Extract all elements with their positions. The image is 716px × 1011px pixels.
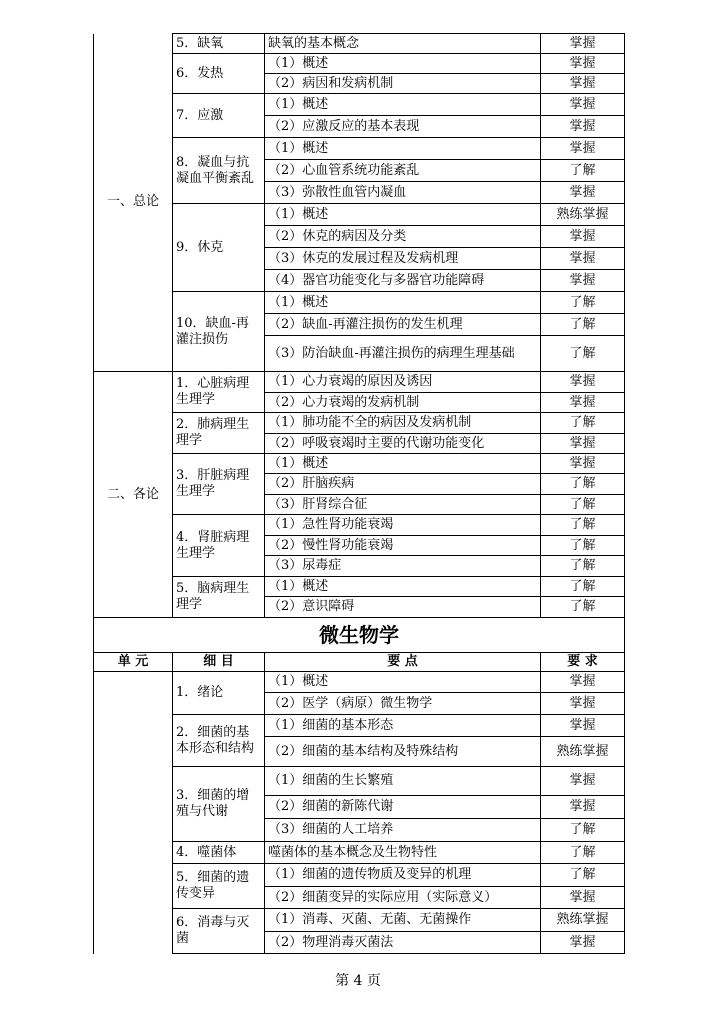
requirement-cell: 掌握 [541, 94, 625, 116]
table-row [94, 292, 625, 314]
requirement-cell: 掌握 [541, 767, 625, 796]
requirement-cell: 了解 [541, 577, 625, 597]
point-cell: （2）应激反应的基本表现 [265, 116, 541, 138]
item-cell: 3．肝脏病理生理学 [173, 454, 265, 515]
item-cell: 1．绪论 [173, 672, 265, 715]
requirement-cell: 掌握 [541, 672, 625, 693]
point-cell: （1）心力衰竭的原因及诱因 [265, 372, 541, 393]
requirement-cell: 掌握 [541, 887, 625, 909]
table-row [94, 413, 625, 434]
point-cell: （1）细菌的遗传物质及变异的机理 [265, 864, 541, 887]
requirement-cell: 掌握 [541, 454, 625, 474]
point-cell: （1）概述 [265, 94, 541, 116]
table-row [94, 672, 625, 693]
requirement-cell: 掌握 [541, 226, 625, 248]
requirement-cell: 熟练掌握 [541, 909, 625, 932]
point-cell: （1）细菌的生长繁殖 [265, 767, 541, 796]
table-row [94, 372, 625, 393]
item-cell: 5．细菌的遗传变异 [173, 864, 265, 909]
requirement-cell: 了解 [541, 864, 625, 887]
requirement-cell: 掌握 [541, 54, 625, 74]
point-cell: （3）防治缺血-再灌注损伤的病理生理基础 [265, 336, 541, 372]
item-cell: 4．噬菌体 [173, 842, 265, 864]
requirement-cell: 掌握 [541, 715, 625, 737]
item-cell: 8．凝血与抗凝血平衡紊乱 [173, 138, 265, 204]
point-cell: （2）细菌的基本结构及特殊结构 [265, 737, 541, 767]
unit-cell: 一、总论 [94, 34, 173, 372]
point-cell: （1）消毒、灭菌、无菌、无菌操作 [265, 909, 541, 932]
requirement-cell: 了解 [541, 474, 625, 495]
unit-cell: 二、各论 [94, 372, 173, 618]
point-cell: （2）休克的病因及分类 [265, 226, 541, 248]
page-number: 第 4 页 [335, 973, 381, 989]
point-cell: （2）缺血-再灌注损伤的发生机理 [265, 314, 541, 336]
requirement-cell: 了解 [541, 842, 625, 864]
table-row [94, 94, 625, 116]
point-cell: （2）慢性肾功能衰竭 [265, 536, 541, 556]
point-cell: （1）细菌的基本形态 [265, 715, 541, 737]
point-cell: （3）尿毒症 [265, 556, 541, 577]
header-item: 细 目 [173, 653, 265, 672]
point-cell: 缺氧的基本概念 [265, 34, 541, 54]
item-cell: 3．细菌的增殖与代谢 [173, 767, 265, 842]
section-title-row [94, 618, 625, 653]
table-row [94, 204, 625, 226]
point-cell: （4）器官功能变化与多器官功能障碍 [265, 270, 541, 292]
point-cell: （1）急性肾功能衰竭 [265, 515, 541, 536]
item-cell: 5．脑病理生理学 [173, 577, 265, 618]
point-cell: （2）病因和发病机制 [265, 74, 541, 94]
requirement-cell: 了解 [541, 413, 625, 434]
item-cell: 10．缺血-再灌注损伤 [173, 292, 265, 372]
table-row [94, 767, 625, 796]
item-cell: 7．应激 [173, 94, 265, 138]
table-row [94, 577, 625, 597]
requirement-cell: 掌握 [541, 932, 625, 954]
item-cell: 9．休克 [173, 204, 265, 292]
syllabus-sheet [93, 33, 624, 954]
requirement-cell: 了解 [541, 336, 625, 372]
point-cell: （2）细菌的新陈代谢 [265, 796, 541, 819]
point-cell: 噬菌体的基本概念及生物特性 [265, 842, 541, 864]
table-row [94, 715, 625, 737]
point-cell: （3）休克的发展过程及发病机理 [265, 248, 541, 270]
point-cell: （2）心力衰竭的发病机制 [265, 393, 541, 413]
item-cell: 6．发热 [173, 54, 265, 94]
requirement-cell: 了解 [541, 314, 625, 336]
point-cell: （3）细菌的人工培养 [265, 819, 541, 842]
point-cell: （2）呼吸衰竭时主要的代谢功能变化 [265, 434, 541, 454]
requirement-cell: 掌握 [541, 138, 625, 160]
requirement-cell: 掌握 [541, 116, 625, 138]
header-row [94, 653, 625, 672]
point-cell: （3）弥散性血管内凝血 [265, 182, 541, 204]
requirement-cell: 掌握 [541, 34, 625, 54]
syllabus-table [93, 33, 625, 954]
unit-cell [94, 672, 173, 954]
table-row [94, 454, 625, 474]
point-cell: （1）概述 [265, 577, 541, 597]
requirement-cell: 了解 [541, 536, 625, 556]
requirement-cell: 掌握 [541, 182, 625, 204]
requirement-cell: 掌握 [541, 434, 625, 454]
point-cell: （1）概述 [265, 292, 541, 314]
requirement-cell: 了解 [541, 819, 625, 842]
point-cell: （1）概述 [265, 204, 541, 226]
requirement-cell: 了解 [541, 292, 625, 314]
item-cell: 1．心脏病理生理学 [173, 372, 265, 413]
point-cell: （3）肝肾综合征 [265, 495, 541, 515]
requirement-cell: 了解 [541, 556, 625, 577]
requirement-cell: 了解 [541, 515, 625, 536]
point-cell: （2）物理消毒灭菌法 [265, 932, 541, 954]
point-cell: （2）医学（病原）微生物学 [265, 693, 541, 715]
item-cell: 6．消毒与灭菌 [173, 909, 265, 954]
point-cell: （1）概述 [265, 672, 541, 693]
header-unit: 单 元 [94, 653, 173, 672]
requirement-cell: 掌握 [541, 270, 625, 292]
point-cell: （1）概述 [265, 454, 541, 474]
item-cell: 5．缺氧 [173, 34, 265, 54]
point-cell: （2）心血管系统功能紊乱 [265, 160, 541, 182]
table-row [94, 864, 625, 887]
point-cell: （2）肝脑疾病 [265, 474, 541, 495]
table-row [94, 54, 625, 74]
item-cell: 2．细菌的基本形态和结构 [173, 715, 265, 767]
point-cell: （1）肺功能不全的病因及发病机制 [265, 413, 541, 434]
table-row [94, 34, 625, 54]
requirement-cell: 了解 [541, 160, 625, 182]
point-cell: （1）概述 [265, 54, 541, 74]
section-title: 微生物学 [94, 618, 625, 653]
point-cell: （1）概述 [265, 138, 541, 160]
requirement-cell: 掌握 [541, 372, 625, 393]
header-req: 要 求 [541, 653, 625, 672]
requirement-cell: 掌握 [541, 393, 625, 413]
requirement-cell: 熟练掌握 [541, 204, 625, 226]
point-cell: （2）细菌变异的实际应用（实际意义） [265, 887, 541, 909]
requirement-cell: 掌握 [541, 693, 625, 715]
item-cell: 4．肾脏病理生理学 [173, 515, 265, 577]
requirement-cell: 熟练掌握 [541, 737, 625, 767]
requirement-cell: 了解 [541, 597, 625, 618]
table-row [94, 138, 625, 160]
item-cell: 2．肺病理生理学 [173, 413, 265, 454]
header-points: 要 点 [265, 653, 541, 672]
requirement-cell: 掌握 [541, 74, 625, 94]
point-cell: （2）意识障碍 [265, 597, 541, 618]
table-row [94, 515, 625, 536]
requirement-cell: 掌握 [541, 796, 625, 819]
table-row [94, 842, 625, 864]
table-row [94, 909, 625, 932]
requirement-cell: 了解 [541, 495, 625, 515]
requirement-cell: 掌握 [541, 248, 625, 270]
